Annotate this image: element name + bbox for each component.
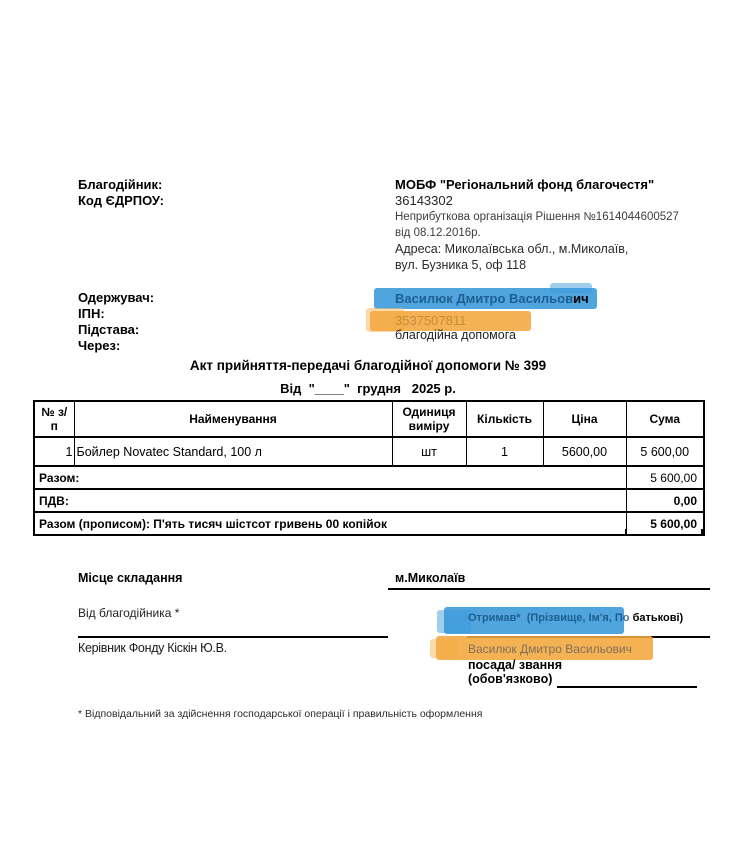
address-line2: вул. Бузника 5, оф 118 (395, 258, 527, 272)
cell-sum: 5 600,00 (626, 437, 704, 466)
header-qty: Кількість (466, 401, 543, 437)
from-donor-label: Від благодійника * (78, 606, 180, 620)
table-tick-left (33, 529, 35, 536)
basis-label: Підстава: (78, 322, 140, 337)
cell-qty: 1 (466, 437, 543, 466)
header-sum: Сума (626, 401, 704, 437)
cell-name: Бойлер Novatec Standard, 100 л (74, 437, 392, 466)
table-header-row (34, 401, 704, 437)
nonprofit-line1: Неприбуткова організація Рішення №1614044600527 (395, 211, 679, 223)
director-line: Керівник Фонду Кіскін Ю.В. (78, 641, 227, 655)
mandatory-label: (обов'язково) (468, 672, 553, 686)
cell-unit: шт (392, 437, 466, 466)
table-row (34, 437, 704, 466)
mandatory-underline (557, 686, 697, 688)
header-unit: Одиниця виміру (392, 401, 466, 437)
table-tick-mid (625, 529, 627, 536)
header-name: Найменування (74, 401, 392, 437)
vat-label: ПДВ: (34, 489, 626, 512)
recipient-label: Одержувач: (78, 290, 155, 305)
donor-label: Благодійник: (78, 177, 163, 192)
position-label: посада/ звання (468, 658, 562, 672)
total-label: Разом: (34, 466, 626, 489)
through-label: Через: (78, 338, 121, 353)
place-underline (388, 588, 710, 590)
address-line1: Адреса: Миколаївська обл., м.Миколаїв, (395, 242, 629, 256)
cell-price: 5600,00 (543, 437, 626, 466)
ipn-value: 3537507811 (395, 313, 467, 328)
total-row (34, 466, 704, 489)
donor-signature-line (78, 636, 388, 638)
received-name: Василюк Дмитро Васильович (468, 642, 632, 656)
ipn-label: ІПН: (78, 306, 105, 321)
received-label: Отримав* (Прізвище, Ім'я, По батькові) (468, 612, 684, 624)
place-label: Місце складання (78, 571, 183, 585)
act-title: Акт прийняття-передачі благодійної допомоги № 399 (189, 358, 547, 373)
org-name: МОБФ "Регіональний фонд благочестя" (395, 177, 655, 192)
total-words-value: 5 600,00 (626, 512, 704, 535)
basis-value: благодійна допомога (395, 328, 516, 342)
header-price: Ціна (543, 401, 626, 437)
vat-row (34, 489, 704, 512)
edrpou-value: 36143302 (395, 193, 453, 208)
header-num: № з/п (34, 401, 74, 437)
edrpou-label: Код ЄДРПОУ: (78, 193, 164, 208)
place-value: м.Миколаїв (395, 571, 466, 585)
nonprofit-line2: від 08.12.2016р. (395, 227, 481, 239)
act-date-line: Від "____" грудня 2025 р. (280, 381, 456, 396)
items-table (33, 400, 705, 536)
footnote: * Відповідальний за здійснення господарської операції і правильність оформлення (78, 708, 483, 720)
total-words-row (34, 512, 704, 535)
cell-num: 1 (34, 437, 74, 466)
total-value: 5 600,00 (626, 466, 704, 489)
total-words-label: Разом (прописом): П'ять тисяч шістсот гривень 00 копійок (34, 512, 626, 535)
vat-value: 0,00 (626, 489, 704, 512)
recipient-name: Василюк Дмитро Васильович (395, 291, 589, 306)
table-tick-right (701, 529, 703, 536)
